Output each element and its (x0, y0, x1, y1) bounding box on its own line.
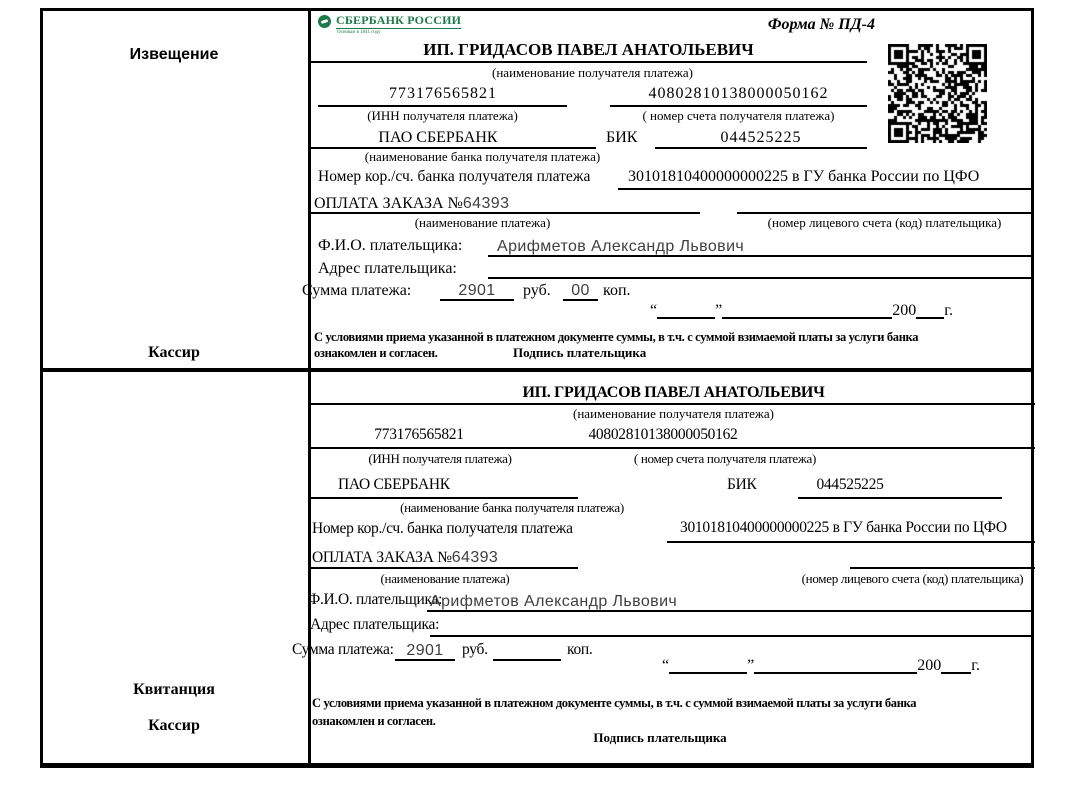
fio-label: Ф.И.О. плательщика: (318, 237, 463, 254)
date-day-blank (669, 657, 747, 674)
payment-purpose (312, 549, 498, 567)
section-divider (40, 368, 1034, 372)
field-underline (395, 659, 455, 661)
field-underline (563, 299, 598, 301)
corr-account-label: Номер кор./сч. банка получателя платежа (312, 520, 573, 537)
personal-account-field-label: (номер лицевого счета (код) плательщика) (767, 215, 1002, 230)
order-number-value: 64393 (462, 195, 510, 212)
corr-account-value: 30101810400000000225 в ГУ банка России по ЦФО (680, 519, 1007, 536)
field-underline (440, 299, 514, 301)
field-underline (493, 659, 561, 661)
sberbank-logo-icon (318, 15, 331, 28)
sum-label: Сумма платежа: (292, 641, 394, 658)
sberbank-logo-subtext: Основан в 1841 году (337, 29, 381, 35)
sum-label: Сумма платежа: (302, 282, 412, 299)
kop-label: коп. (567, 641, 593, 658)
bank-name-value: ПАО СБЕРБАНК (338, 476, 450, 493)
sum-rub-value: 2901 (406, 642, 444, 659)
payee-name: ИП. ГРИДАСОВ ПАВЕЛ АНАТОЛЬЕВИЧ (522, 384, 825, 401)
inn-field-label: (ИНН получателя платежа) (368, 451, 512, 466)
form-number-label: Форма № ПД-4 (767, 16, 875, 33)
field-underline (318, 105, 567, 107)
sberbank-logo (318, 14, 461, 35)
corr-account-label: Номер кор./сч. банка получателя платежа (318, 168, 591, 185)
bik-label: БИК (727, 476, 757, 493)
notice-title: Извещение (129, 46, 219, 63)
date-month-blank (754, 657, 917, 674)
inn-value: 773176565821 (374, 426, 464, 443)
payment-purpose (314, 195, 509, 212)
bik-value: 044525225 (720, 129, 802, 146)
rub-label: руб. (523, 282, 551, 299)
payee-field-label: (наименование получателя платежа) (492, 65, 693, 80)
date-year-label: г. (944, 302, 953, 319)
field-underline (310, 497, 578, 499)
close-quote: ” (747, 657, 755, 674)
fio-label: Ф.И.О. плательщика: (308, 591, 443, 608)
field-underline (798, 497, 1002, 499)
field-underline (427, 610, 1034, 612)
bank-name-value: ПАО СБЕРБАНК (378, 129, 498, 146)
payer-signature-label: Подпись плательщика (593, 730, 727, 745)
field-underline (310, 567, 578, 569)
field-underline (430, 635, 1034, 637)
sberbank-logo-text: СБЕРБАНК РОССИИ (336, 13, 462, 27)
field-underline (310, 61, 867, 63)
fio-value: Арифметов Александр Львович (497, 238, 745, 255)
fio-value: Арифметов Александр Львович (430, 593, 678, 610)
date-year-label: г. (971, 657, 980, 674)
field-underline (737, 212, 1032, 214)
account-value: 40802810138000050162 (588, 426, 738, 443)
date-century: 200 (892, 302, 917, 319)
account-field-label: ( номер счета получателя платежа) (633, 451, 817, 466)
field-underline (310, 212, 700, 214)
inn-field-label: (ИНН получателя платежа) (367, 108, 518, 123)
field-underline (488, 255, 1032, 257)
bank-field-label: (наименование банка получателя платежа) (400, 500, 624, 515)
inn-value: 773176565821 (389, 85, 497, 102)
qr-code (888, 44, 987, 143)
date-day-blank (657, 302, 715, 319)
corr-account-value: 30101810400000000225 в ГУ банка России по ЦФО (628, 168, 980, 185)
date-line (662, 657, 980, 674)
field-underline (310, 447, 528, 449)
rub-label: руб. (462, 641, 488, 658)
payment-purpose-prefix: ОПЛАТА ЗАКАЗА № (312, 549, 452, 566)
payment-field-label: (наименование платежа) (380, 571, 510, 586)
field-underline (667, 541, 1035, 543)
order-number-value: 64393 (451, 549, 499, 566)
field-underline (310, 403, 1035, 405)
close-quote: ” (715, 302, 723, 319)
notice-cashier-label: Кассир (148, 344, 200, 361)
payment-purpose-prefix: ОПЛАТА ЗАКАЗА № (314, 195, 463, 212)
address-label: Адрес плательщика: (310, 616, 440, 633)
payment-field-label: (наименование платежа) (414, 215, 551, 230)
personal-account-field-label: (номер лицевого счета (код) плательщика) (801, 571, 1024, 586)
account-value: 40802810138000050162 (648, 85, 829, 102)
field-underline (513, 447, 1035, 449)
field-underline (850, 567, 1035, 569)
sum-rub-value: 2901 (458, 282, 496, 299)
field-underline (610, 105, 867, 107)
agreement-line2: ознакомлен и согласен. (312, 714, 436, 728)
date-year-blank (916, 302, 944, 319)
open-quote: “ (662, 657, 670, 674)
bank-field-label: (наименование банка получателя платежа) (364, 149, 601, 164)
agreement-line2: ознакомлен и согласен. (314, 346, 438, 360)
payee-field-label: (наименование получателя платежа) (573, 406, 774, 421)
date-year-blank (941, 657, 971, 674)
receipt-cashier-label: Кассир (148, 717, 200, 734)
account-field-label: ( номер счета получателя платежа) (642, 108, 835, 123)
open-quote: “ (650, 302, 658, 319)
date-line (650, 302, 953, 319)
agreement-line1: С условиями приема указанной в платежном документе суммы, в т.ч. с суммой взимаемой платы за услуги банка (314, 330, 919, 344)
field-underline (618, 188, 1032, 190)
receipt-title: Квитанция (133, 681, 215, 698)
field-underline (655, 147, 867, 149)
sum-kop-value: 00 (571, 282, 590, 299)
date-century: 200 (917, 657, 942, 674)
bik-value: 044525225 (816, 476, 884, 493)
payee-name: ИП. ГРИДАСОВ ПАВЕЛ АНАТОЛЬЕВИЧ (423, 40, 754, 59)
bik-label: БИК (606, 129, 638, 146)
date-month-blank (722, 302, 892, 319)
address-label: Адрес плательщика: (318, 260, 457, 277)
agreement-line1: С условиями приема указанной в платежном документе суммы, в т.ч. с суммой взимаемой платы за услуги банка (312, 696, 917, 710)
payer-signature-label: Подпись плательщика (513, 345, 647, 360)
kop-label: коп. (603, 282, 631, 299)
field-underline (488, 277, 1032, 279)
